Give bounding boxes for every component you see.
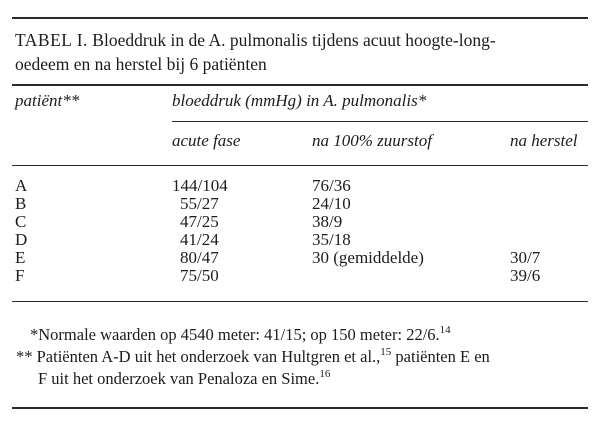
cell-acute: 47/25 [180, 212, 219, 231]
cell-oxygen: 30 (gemiddelde) [312, 248, 424, 267]
cell-patient: D [15, 230, 28, 249]
footnote-text: patiënten E en [391, 347, 490, 366]
header-group-rule [172, 121, 588, 122]
header-rule [12, 165, 588, 166]
bottom-rule [12, 407, 588, 409]
footnote-reference: 15 [380, 346, 392, 358]
cell-patient: A [15, 176, 28, 195]
caption-label: TABEL I. [15, 30, 88, 50]
header-acute-phase: acute fase [172, 131, 241, 150]
cell-acute: 144/104 [172, 176, 228, 195]
table-caption [15, 28, 585, 76]
top-rule [12, 17, 588, 19]
header-oxygen: na 100% zuurstof [312, 131, 432, 150]
footnote-text: F uit het onderzoek van Penaloza en Sime. [38, 369, 320, 388]
cell-acute: 75/50 [180, 266, 219, 285]
caption-line1: Bloeddruk in de A. pulmonalis tijdens acuut hoogte-long- [87, 30, 496, 50]
table-row [0, 194, 600, 214]
cell-patient: C [15, 212, 27, 231]
header-pressure-group: bloeddruk (mmHg) in A. pulmonalis* [172, 91, 427, 110]
cell-patient: B [15, 194, 27, 213]
cell-acute: 55/27 [180, 194, 219, 213]
footnote-text: Normale waarden op 4540 meter: 41/15; op 150 meter: 22/6. [38, 325, 440, 344]
cell-patient: F [15, 266, 25, 285]
footnote-reference: 14 [439, 324, 451, 336]
footnote-sources-line2 [38, 369, 330, 389]
cell-patient: E [15, 248, 26, 267]
cell-recovery: 39/6 [510, 266, 541, 285]
cell-acute: 41/24 [180, 230, 219, 249]
table-row [0, 212, 600, 232]
cell-oxygen: 38/9 [312, 212, 343, 231]
table-row [0, 230, 600, 250]
table-row [0, 266, 600, 286]
footnote-text: Patiënten A-D uit het onderzoek van Hultgren et al., [36, 347, 381, 366]
footnote-normal-values [30, 325, 451, 345]
footnote-mark: * [30, 325, 39, 344]
cell-oxygen: 76/36 [312, 176, 351, 195]
footnote-reference: 16 [319, 368, 331, 380]
header-recovery: na herstel [510, 131, 578, 150]
footnote-mark: ** [16, 347, 33, 366]
cell-recovery: 30/7 [510, 248, 541, 267]
table-row [0, 176, 600, 196]
caption-rule [12, 84, 588, 86]
table-row [0, 248, 600, 268]
table-bottom-rule [12, 301, 588, 302]
cell-oxygen: 24/10 [312, 194, 351, 213]
footnote-sources [16, 347, 490, 367]
cell-oxygen: 35/18 [312, 230, 351, 249]
cell-acute: 80/47 [180, 248, 219, 267]
caption-line2: oedeem en na herstel bij 6 patiënten [15, 54, 267, 74]
header-patient: patiënt** [15, 91, 80, 110]
